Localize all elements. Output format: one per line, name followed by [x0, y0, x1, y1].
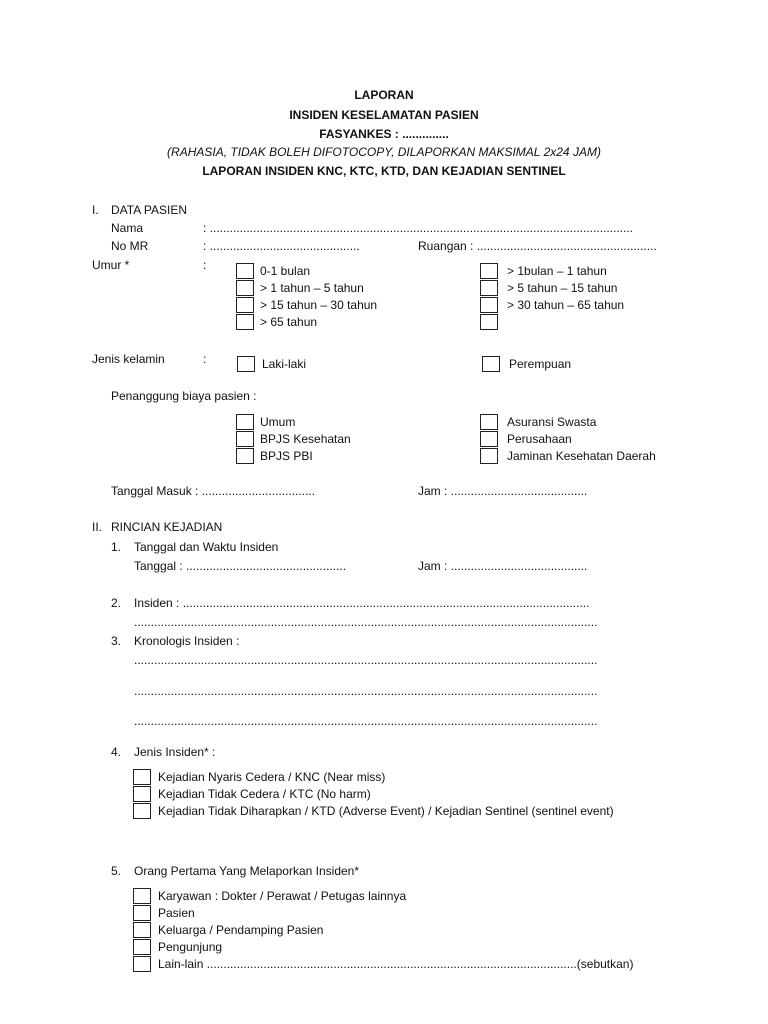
biaya-checkbox[interactable] — [236, 414, 254, 430]
item3-number: 3. — [111, 634, 122, 648]
pelapor-option: Karyawan : Dokter / Perawat / Petugas lainnya — [158, 889, 407, 903]
pelapor-checkbox[interactable] — [133, 939, 151, 955]
section2-number: II. — [92, 520, 103, 534]
section1-heading: DATA PASIEN — [111, 203, 188, 217]
insiden-field[interactable]: Insiden : .......................................................................................................................... — [134, 596, 590, 610]
umur-option: 0-1 bulan — [260, 264, 311, 278]
biaya-checkbox[interactable] — [480, 431, 498, 447]
biaya-checkbox[interactable] — [236, 431, 254, 447]
nomr-field[interactable]: : ............................................. — [203, 239, 360, 253]
umur-option: > 5 tahun – 15 tahun — [507, 281, 618, 295]
umur-option: > 1bulan – 1 tahun — [507, 264, 607, 278]
jenis-insiden-checkbox[interactable] — [133, 803, 151, 819]
pelapor-option: Pasien — [158, 906, 195, 920]
report-title: LAPORAN — [354, 88, 414, 102]
laki-laki-label: Laki-laki — [262, 357, 307, 371]
umur-option: > 1 tahun – 5 tahun — [260, 281, 364, 295]
umur-label: Umur * — [92, 258, 130, 272]
biaya-option: Perusahaan — [507, 432, 572, 446]
nama-field[interactable]: : ............................................................................................................................... — [203, 221, 634, 235]
biaya-option: Jaminan Kesehatan Daerah — [507, 449, 656, 463]
biaya-option: Umum — [260, 415, 296, 429]
item1-number: 1. — [111, 540, 122, 554]
jenis-insiden-checkbox[interactable] — [133, 786, 151, 802]
jenis-insiden-checkbox[interactable] — [133, 769, 151, 785]
kronologis-line[interactable]: ........................................................................................................................................... — [134, 684, 598, 698]
umur-checkbox[interactable] — [236, 314, 254, 330]
pelapor-checkbox[interactable] — [133, 888, 151, 904]
jam-masuk-field[interactable]: Jam : ......................................... — [418, 484, 588, 498]
umur-option: > 30 tahun – 65 tahun — [507, 298, 625, 312]
umur-checkbox[interactable] — [480, 263, 498, 279]
biaya-checkbox[interactable] — [480, 448, 498, 464]
jenis-insiden-option: Kejadian Tidak Cedera / KTC (No harm) — [158, 787, 371, 801]
section2-heading: RINCIAN KEJADIAN — [111, 520, 223, 534]
kronologis-line[interactable]: ........................................................................................................................................... — [134, 653, 598, 667]
report-type: LAPORAN INSIDEN KNC, KTC, KTD, DAN KEJADIAN SENTINEL — [202, 164, 566, 178]
pelapor-option: Pengunjung — [158, 940, 223, 954]
biaya-checkbox[interactable] — [236, 448, 254, 464]
item5-number: 5. — [111, 864, 122, 878]
jenis-insiden-option: Kejadian Nyaris Cedera / KNC (Near miss) — [158, 770, 386, 784]
tanggal-masuk-field[interactable]: Tanggal Masuk : .................................. — [111, 484, 316, 498]
pelapor-checkbox[interactable] — [133, 956, 151, 972]
insiden-jam-field[interactable]: Jam : ......................................... — [418, 559, 588, 573]
biaya-option: Asuransi Swasta — [507, 415, 597, 429]
umur-checkbox[interactable] — [236, 297, 254, 313]
perempuan-checkbox[interactable] — [482, 356, 500, 372]
laki-laki-checkbox[interactable] — [237, 356, 255, 372]
nomr-label: No MR — [111, 239, 149, 253]
jenis-insiden-option: Kejadian Tidak Diharapkan / KTD (Adverse Event) / Kejadian Sentinel (sentinel event) — [158, 804, 614, 818]
kronologis-line[interactable]: ........................................................................................................................................... — [134, 714, 598, 728]
umur-checkbox[interactable] — [236, 263, 254, 279]
insiden-field-line[interactable]: ........................................................................................................................................... — [134, 615, 598, 629]
jenis-kelamin-colon: : — [203, 352, 207, 366]
pelapor-checkbox[interactable] — [133, 905, 151, 921]
section1-number: I. — [92, 203, 99, 217]
item1-label: Tanggal dan Waktu Insiden — [134, 540, 279, 554]
report-subtitle: INSIDEN KESELAMATAN PASIEN — [289, 108, 479, 122]
pelapor-option: Keluarga / Pendamping Pasien — [158, 923, 324, 937]
kronologis-label: Kronologis Insiden : — [134, 634, 240, 648]
pelapor-checkbox[interactable] — [133, 922, 151, 938]
umur-option: > 15 tahun – 30 tahun — [260, 298, 378, 312]
biaya-option: BPJS PBI — [260, 449, 313, 463]
item4-number: 4. — [111, 745, 122, 759]
biaya-checkbox[interactable] — [480, 414, 498, 430]
umur-checkbox[interactable] — [480, 280, 498, 296]
biaya-option: BPJS Kesehatan — [260, 432, 351, 446]
umur-checkbox[interactable] — [236, 280, 254, 296]
nama-label: Nama — [111, 221, 144, 235]
jenis-kelamin-label: Jenis kelamin — [92, 352, 165, 366]
item2-number: 2. — [111, 596, 122, 610]
umur-checkbox[interactable] — [480, 314, 498, 330]
umur-colon: : — [203, 258, 207, 272]
confidential-note: (RAHASIA, TIDAK BOLEH DIFOTOCOPY, DILAPORKAN MAKSIMAL 2x24 JAM) — [167, 145, 601, 159]
pelapor-option[interactable]: Lain-lain ...............................................................................................................(sebutkan) — [158, 957, 634, 971]
umur-checkbox[interactable] — [480, 297, 498, 313]
fasyankes-field: FASYANKES : .............. — [319, 127, 449, 141]
pelapor-label: Orang Pertama Yang Melaporkan Insiden* — [134, 864, 360, 878]
jenis-insiden-label: Jenis Insiden* : — [134, 745, 216, 759]
perempuan-label: Perempuan — [509, 357, 572, 371]
insiden-tanggal-field[interactable]: Tanggal : ................................................ — [134, 559, 347, 573]
penanggung-biaya-label: Penanggung biaya pasien : — [111, 389, 257, 403]
umur-option: > 65 tahun — [260, 315, 318, 329]
ruangan-field[interactable]: Ruangan : ...................................................... — [418, 239, 657, 253]
